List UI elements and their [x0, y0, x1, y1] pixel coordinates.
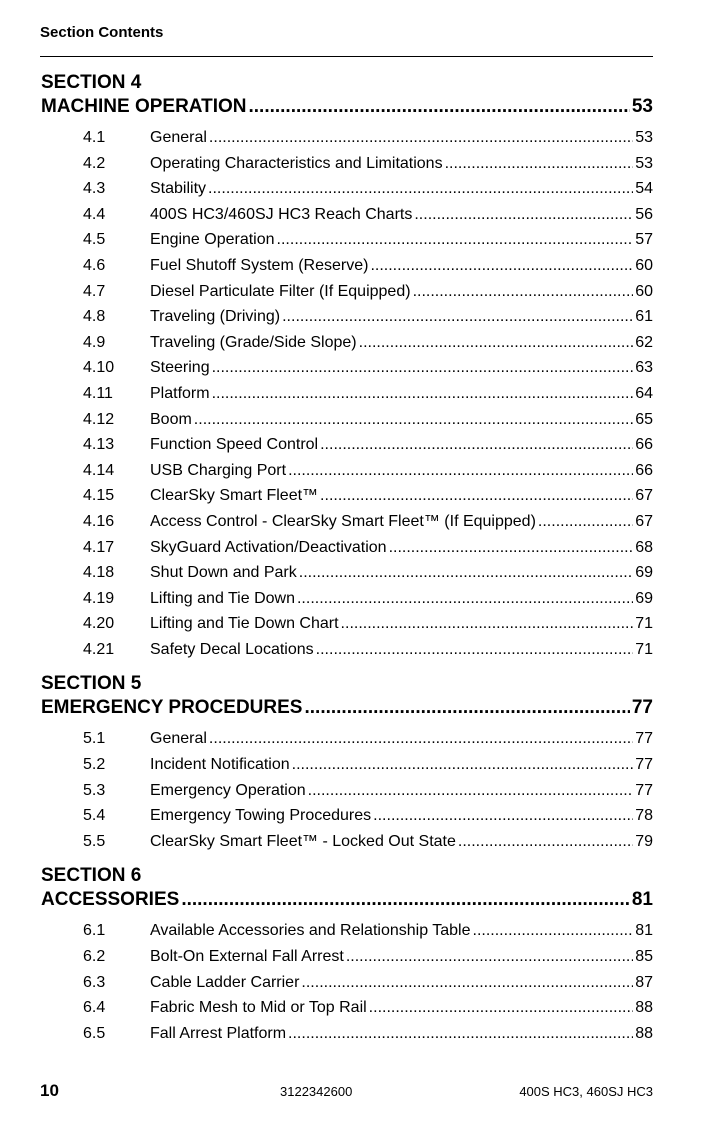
- entry-title: Access Control - ClearSky Smart Fleet™ (If Equipped): [150, 512, 536, 530]
- entry-number: 6.5: [83, 1024, 106, 1042]
- dot-leader: [413, 279, 634, 305]
- dot-leader: [288, 458, 633, 484]
- entry-page-number: 77: [635, 730, 653, 748]
- entry-number: 4.16: [83, 512, 115, 530]
- dot-leader: [248, 95, 629, 119]
- entry-title: Boom: [150, 410, 192, 428]
- entry-page-number: 57: [635, 231, 653, 249]
- entry-number: 4.5: [83, 231, 106, 249]
- toc-entry[interactable]: [41, 560, 653, 586]
- entry-title: Steering: [150, 359, 210, 377]
- dot-leader: [297, 586, 633, 612]
- entry-number: 4.18: [83, 564, 115, 582]
- dot-leader: [292, 752, 634, 778]
- toc-entry[interactable]: [41, 970, 653, 996]
- entry-number: 4.21: [83, 640, 115, 658]
- toc-entry[interactable]: [41, 995, 653, 1021]
- toc-entry[interactable]: [41, 125, 653, 151]
- footer-page-number: 10: [40, 1081, 59, 1100]
- toc-entry[interactable]: [41, 726, 653, 752]
- entry-title: Operating Characteristics and Limitations: [150, 154, 443, 172]
- entry-title: Engine Operation: [150, 231, 275, 249]
- entry-title: Bolt-On External Fall Arrest: [150, 948, 344, 966]
- entry-title: Lifting and Tie Down: [150, 589, 295, 607]
- entry-number: 6.4: [83, 999, 106, 1017]
- dot-leader: [208, 176, 633, 202]
- entry-page-number: 71: [635, 615, 653, 633]
- dot-leader: [320, 483, 633, 509]
- toc-entry[interactable]: [41, 778, 653, 804]
- entry-title: Fall Arrest Platform: [150, 1024, 287, 1042]
- entry-page-number: 85: [635, 948, 653, 966]
- entry-number: 4.8: [83, 308, 106, 326]
- entry-page-number: 88: [635, 999, 653, 1017]
- dot-leader: [346, 944, 633, 970]
- entry-page-number: 63: [635, 359, 653, 377]
- dot-leader: [308, 778, 634, 804]
- entry-title: Cable Ladder Carrier: [150, 973, 300, 991]
- entry-page-number: 71: [635, 640, 653, 658]
- toc-entry[interactable]: [41, 381, 653, 407]
- entry-number: 4.4: [83, 205, 106, 223]
- entry-title: Stability: [150, 180, 207, 198]
- entry-number: 6.1: [83, 922, 106, 940]
- toc-entry[interactable]: [41, 330, 653, 356]
- entry-title: Incident Notification: [150, 756, 290, 774]
- toc-entry[interactable]: [41, 279, 653, 305]
- toc-entry[interactable]: [41, 1021, 653, 1047]
- entry-page-number: 53: [635, 154, 653, 172]
- entry-number: 5.5: [83, 832, 106, 850]
- dot-leader: [301, 970, 633, 996]
- toc-entry[interactable]: [41, 458, 653, 484]
- entry-page-number: 67: [635, 487, 653, 505]
- dot-leader: [299, 560, 633, 586]
- dot-leader: [212, 355, 634, 381]
- entry-page-number: 69: [635, 589, 653, 607]
- header-divider: [40, 56, 653, 57]
- dot-leader: [341, 611, 634, 637]
- entry-number: 6.2: [83, 948, 106, 966]
- section-page-number: 53: [631, 96, 653, 117]
- toc-entry[interactable]: [41, 944, 653, 970]
- entry-page-number: 60: [635, 256, 653, 274]
- entry-page-number: 54: [635, 180, 653, 198]
- toc-section: [41, 71, 653, 662]
- entry-number: 5.3: [83, 781, 106, 799]
- dot-leader: [320, 432, 633, 458]
- entry-number: 4.6: [83, 256, 106, 274]
- entry-title: Fabric Mesh to Mid or Top Rail: [150, 999, 367, 1017]
- entry-number: 4.14: [83, 461, 115, 479]
- toc-entry[interactable]: [41, 752, 653, 778]
- dot-leader: [194, 407, 633, 433]
- dot-leader: [277, 227, 634, 253]
- entry-page-number: 61: [635, 308, 653, 326]
- toc-section: [41, 672, 653, 854]
- entry-page-number: 78: [635, 807, 653, 825]
- dot-leader: [181, 888, 630, 912]
- section-page-number: 81: [631, 889, 653, 911]
- dot-leader: [389, 535, 634, 561]
- entry-page-number: 65: [635, 410, 653, 428]
- section-title-row[interactable]: [41, 696, 653, 720]
- dot-leader: [458, 829, 633, 855]
- entry-title: Available Accessories and Relationship Table: [150, 922, 471, 940]
- entry-number: 4.1: [83, 129, 106, 146]
- toc-entry[interactable]: [41, 509, 653, 535]
- section-title: MACHINE OPERATION: [41, 96, 247, 117]
- toc-entry[interactable]: [41, 355, 653, 381]
- dot-leader: [209, 125, 633, 151]
- entry-title: Platform: [150, 384, 210, 402]
- entry-number: 4.2: [83, 154, 106, 172]
- entry-title: ClearSky Smart Fleet™: [150, 487, 319, 505]
- entry-title: ClearSky Smart Fleet™ - Locked Out State: [150, 832, 456, 850]
- entry-title: Safety Decal Locations: [150, 640, 314, 658]
- footer-model-name: 400S HC3, 460SJ HC3: [519, 1084, 653, 1099]
- dot-leader: [359, 330, 634, 356]
- entry-title: USB Charging Port: [150, 461, 287, 479]
- entry-page-number: 69: [635, 564, 653, 582]
- entry-page-number: 67: [635, 512, 653, 530]
- page-header-title: Section Contents: [40, 24, 164, 41]
- toc-entry[interactable]: [41, 829, 653, 855]
- toc-entry[interactable]: [41, 637, 653, 663]
- entry-page-number: 66: [635, 461, 653, 479]
- dot-leader: [373, 803, 633, 829]
- entry-number: 5.2: [83, 756, 106, 774]
- entry-number: 4.19: [83, 589, 115, 607]
- dot-leader: [445, 151, 634, 177]
- entry-page-number: 68: [635, 538, 653, 556]
- toc-entry[interactable]: [41, 304, 653, 330]
- toc-entry[interactable]: [41, 803, 653, 829]
- entry-page-number: 56: [635, 205, 653, 223]
- toc-entry[interactable]: [41, 407, 653, 433]
- entry-page-number: 64: [635, 384, 653, 402]
- toc-entry[interactable]: [41, 611, 653, 637]
- entry-number: 4.7: [83, 282, 106, 300]
- entry-title: Lifting and Tie Down Chart: [150, 615, 339, 633]
- toc-entry[interactable]: [41, 253, 653, 279]
- entry-page-number: 79: [635, 832, 653, 850]
- table-of-contents: [41, 71, 653, 1056]
- toc-entry[interactable]: [41, 535, 653, 561]
- section-title: ACCESSORIES: [41, 889, 180, 911]
- entry-page-number: 87: [635, 973, 653, 991]
- dot-leader: [316, 637, 634, 663]
- entry-page-number: 81: [635, 922, 653, 940]
- entry-title: General: [150, 730, 207, 748]
- dot-leader: [538, 509, 633, 535]
- section-title-row[interactable]: [41, 888, 653, 912]
- entry-page-number: 77: [635, 781, 653, 799]
- entry-title: Emergency Towing Procedures: [150, 807, 372, 825]
- dot-leader: [473, 918, 634, 944]
- entry-number: 5.1: [83, 730, 106, 748]
- section-number: SECTION 6: [41, 865, 142, 887]
- toc-entry[interactable]: [41, 432, 653, 458]
- footer-document-number: 3122342600: [280, 1084, 353, 1099]
- section-number: SECTION 5: [41, 673, 142, 695]
- toc-entry[interactable]: [41, 176, 653, 202]
- entry-page-number: 62: [635, 333, 653, 351]
- entry-page-number: 77: [635, 756, 653, 774]
- toc-entry[interactable]: [41, 227, 653, 253]
- toc-section: [41, 864, 653, 1046]
- section-title: EMERGENCY PROCEDURES: [41, 697, 303, 719]
- entry-page-number: 88: [635, 1024, 653, 1042]
- toc-entry[interactable]: [41, 586, 653, 612]
- dot-leader: [212, 381, 634, 407]
- dot-leader: [370, 253, 633, 279]
- entry-title: SkyGuard Activation/Deactivation: [150, 538, 387, 556]
- entry-page-number: 60: [635, 282, 653, 300]
- dot-leader: [304, 696, 629, 720]
- entry-number: 4.13: [83, 436, 115, 454]
- toc-entry[interactable]: [41, 202, 653, 228]
- toc-entry[interactable]: [41, 483, 653, 509]
- entry-title: Diesel Particulate Filter (If Equipped): [150, 282, 411, 300]
- entry-title: General: [150, 129, 207, 146]
- entry-number: 4.9: [83, 333, 106, 351]
- entry-number: 4.17: [83, 538, 115, 556]
- entry-page-number: 53: [635, 129, 653, 146]
- toc-entry[interactable]: [41, 918, 653, 944]
- entry-title: Traveling (Grade/Side Slope): [150, 333, 357, 351]
- section-number: SECTION 4: [41, 72, 142, 93]
- entry-number: 4.10: [83, 359, 115, 377]
- entry-title: Shut Down and Park: [150, 564, 297, 582]
- entry-number: 4.15: [83, 487, 115, 505]
- entry-title: Traveling (Driving): [150, 308, 281, 326]
- entry-title: 400S HC3/460SJ HC3 Reach Charts: [150, 205, 413, 223]
- dot-leader: [414, 202, 633, 228]
- entry-number: 4.3: [83, 180, 106, 198]
- toc-entry[interactable]: [41, 151, 653, 177]
- entry-number: 5.4: [83, 807, 106, 825]
- entry-number: 4.12: [83, 410, 115, 428]
- entry-number: 6.3: [83, 973, 106, 991]
- entry-title: Fuel Shutoff System (Reserve): [150, 256, 369, 274]
- dot-leader: [288, 1021, 633, 1047]
- section-page-number: 77: [631, 697, 653, 719]
- entry-title: Emergency Operation: [150, 781, 306, 799]
- entry-number: 4.20: [83, 615, 115, 633]
- dot-leader: [282, 304, 633, 330]
- entry-number: 4.11: [83, 384, 113, 402]
- dot-leader: [369, 995, 634, 1021]
- dot-leader: [209, 726, 633, 752]
- entry-title: Function Speed Control: [150, 436, 319, 454]
- entry-page-number: 66: [635, 436, 653, 454]
- section-title-row[interactable]: [41, 95, 653, 119]
